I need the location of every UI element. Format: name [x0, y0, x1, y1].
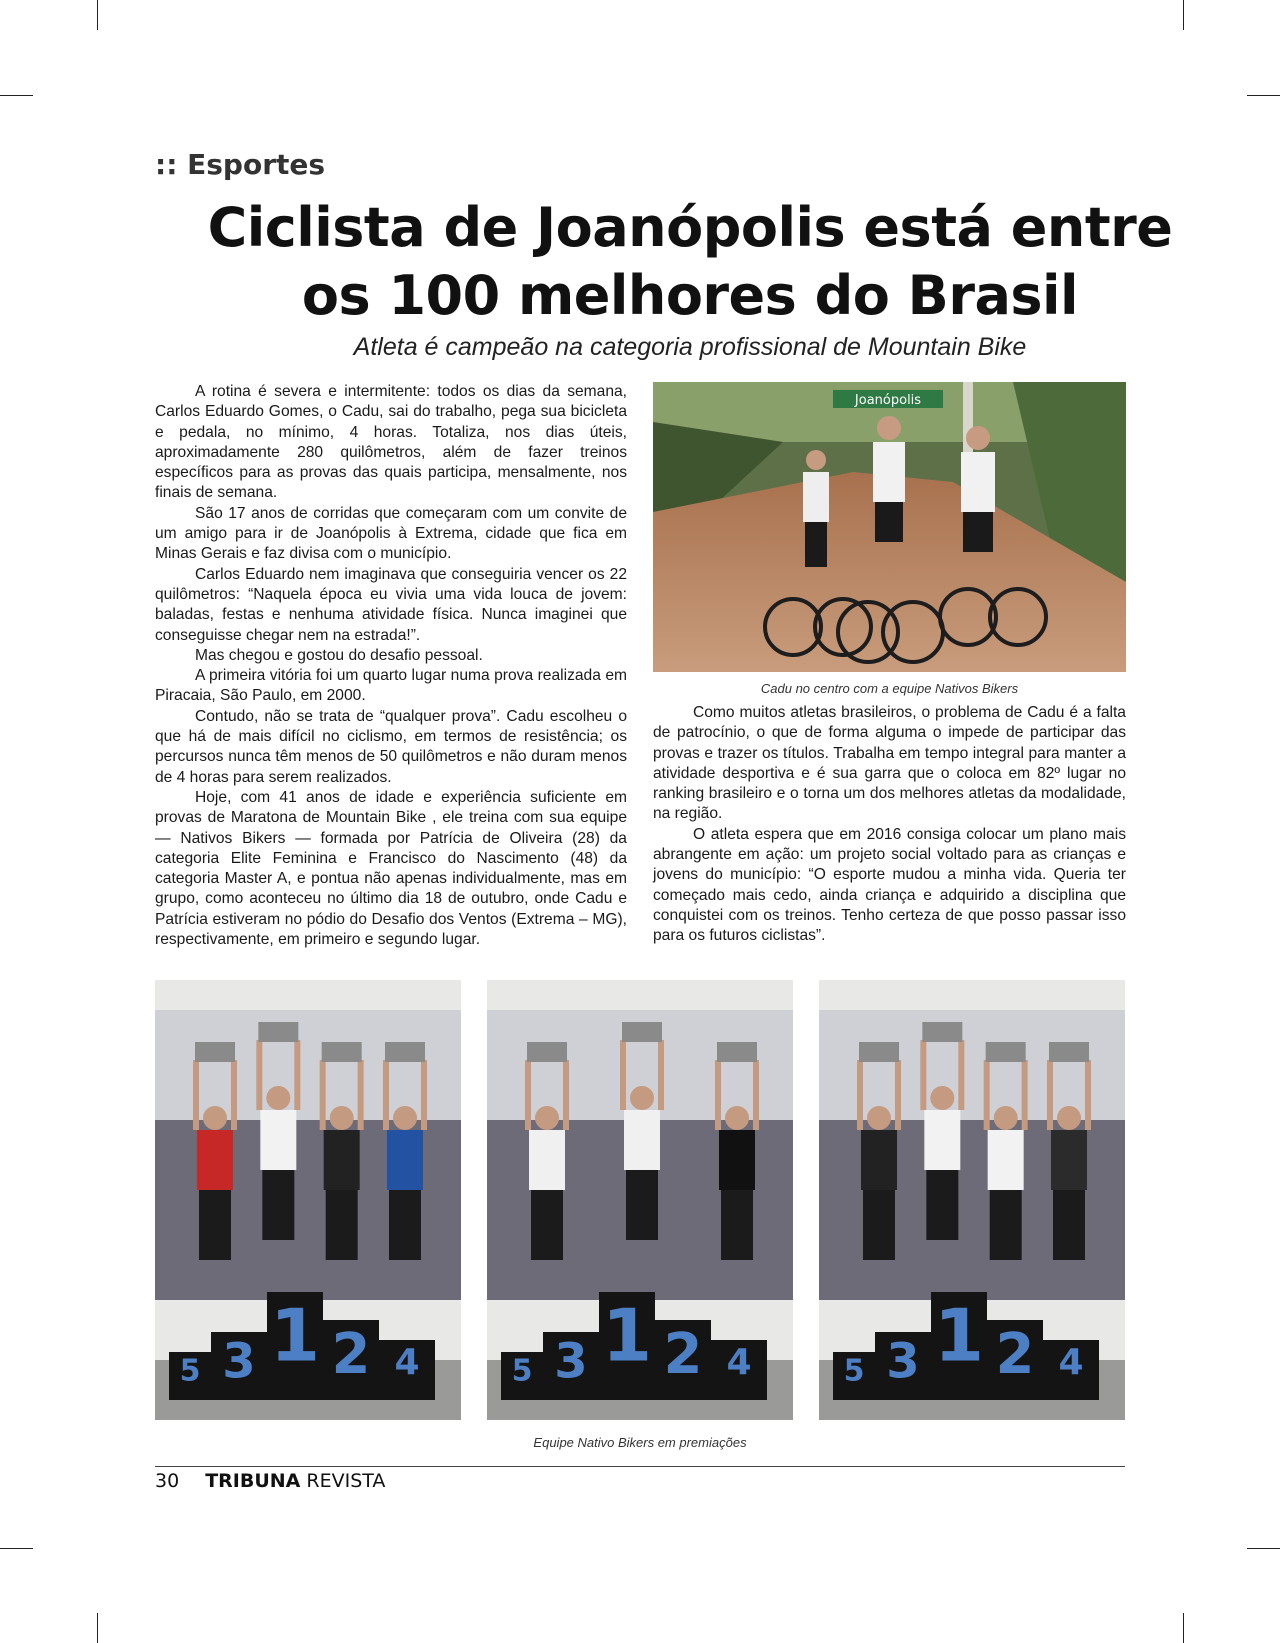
page-number: 30	[155, 1470, 180, 1492]
crop-mark	[97, 0, 98, 30]
crop-mark	[1183, 1613, 1184, 1643]
crop-mark	[0, 95, 33, 96]
podium-number: 3	[222, 1333, 256, 1390]
crop-mark	[0, 1548, 33, 1549]
page-footer	[155, 1470, 385, 1492]
podium-photo	[487, 980, 793, 1420]
headline-line-1: Ciclista de Joanópolis está entre	[207, 196, 1173, 259]
podium-number: 4	[726, 1342, 752, 1384]
podium-number: 2	[995, 1322, 1035, 1388]
podium-photo	[155, 980, 461, 1420]
magazine-name: TRIBUNA	[205, 1470, 301, 1492]
headline-line-2: os 100 melhores do Brasil	[301, 264, 1079, 327]
podium-number: 3	[554, 1333, 588, 1390]
paragraph: O atleta espera que em 2016 consiga colocar um plano mais abrangente em ação: um projeto social voltado para as crianças e jovens do município: “O esporte mudou a minha vida. Queria ter começado mais cedo, ainda criança e adquirido a disciplina que conquistei com os treinos. Tenho certeza de que posso passar isso para os futuros ciclistas”.	[653, 825, 1126, 945]
podium-number: 1	[269, 1293, 321, 1378]
crop-mark	[1183, 0, 1184, 30]
sign-text: Joanópolis	[854, 393, 922, 408]
subtitle: Atleta é campeão na categoria profissional de Mountain Bike	[353, 333, 1027, 361]
paragraph: São 17 anos de corridas que começaram com um convite de um amigo para ir de Joanópolis à Extrema, cidade que fica em Minas Gerais e faz divisa com o município.	[155, 504, 627, 563]
magazine-name-suffix: REVISTA	[300, 1470, 386, 1492]
podium-number: 2	[331, 1322, 371, 1388]
podium-caption: Equipe Nativo Bikers em premiações	[533, 1435, 747, 1450]
podium-number: 5	[511, 1353, 533, 1389]
paragraph: Contudo, não se trata de “qualquer prova”. Cadu escolheu o que há de mais difícil no ciclismo, em termos de resistência; os percursos nunca têm menos de 50 quilômetros e não duram menos de 4 horas para serem realizados.	[155, 707, 627, 786]
paragraph: Hoje, com 41 anos de idade e experiência suficiente em provas de Maratona de Mountain Bike , ele treina com sua equipe — Nativos Bikers — formada por Patrícia de Oliveira (28) da categoria Elite Feminina e Francisco do Nascimento (48) da categoria Master A, e pontua não apenas individualmente, mas em grupo, como aconteceu no último dia 18 de outubro, onde Cadu e Patrícia estiveram no pódio do Desafio dos Ventos (Extrema – MG), respectivamente, em primeiro e segundo lugar.	[155, 788, 627, 949]
podium-number: 5	[179, 1353, 201, 1389]
podium-number: 2	[663, 1322, 703, 1388]
podium-number: 1	[933, 1293, 985, 1378]
paragraph: Mas chegou e gostou do desafio pessoal.	[195, 646, 483, 664]
article-right-column	[653, 703, 1126, 947]
paragraph: Carlos Eduardo nem imaginava que conseguiria vencer os 22 quilômetros: “Naquela época eu vivia uma vida louca de jovem: baladas, festas e nenhuma atividade física. Nunca imaginei que conseguisse chegar nem na estrada!”.	[155, 565, 627, 644]
footer-rule	[155, 1466, 1125, 1467]
podium-number: 3	[886, 1333, 920, 1390]
section-label: :: Esportes	[155, 148, 326, 181]
photo-caption: Cadu no centro com a equipe Nativos Bikers	[760, 681, 1019, 696]
team-photo	[653, 382, 1126, 672]
paragraph: Como muitos atletas brasileiros, o problema de Cadu é a falta de patrocínio, o que de forma alguma o impede de participar das provas e trazer os títulos. Trabalha em tempo integral para manter a atividade desportiva e é sua garra que o coloca em 82º lugar no ranking brasileiro e o torna um dos melhores atletas da modalidade, na região.	[653, 704, 1126, 823]
paragraph: A primeira vitória foi um quarto lugar numa prova realizada em Piracaia, São Paulo, em 2000.	[155, 667, 627, 705]
podium-number: 5	[843, 1353, 865, 1389]
paragraph: A rotina é severa e intermitente: todos os dias da semana, Carlos Eduardo Gomes, o Cadu, sai do trabalho, pega sua bicicleta e pedala, no mínimo, 4 horas. Totaliza, nos dias úteis, aproximadamente 280 quilômetros, além de fazer treinos específicos para as provas das quais participa, mensalmente, nos finais de semana.	[155, 383, 627, 502]
crop-mark	[1247, 95, 1280, 96]
podium-number: 1	[601, 1293, 653, 1378]
podium-photo	[819, 980, 1125, 1420]
crop-mark	[97, 1613, 98, 1643]
crop-mark	[1247, 1548, 1280, 1549]
podium-number: 4	[1058, 1342, 1084, 1384]
article-left-column	[155, 382, 627, 950]
podium-number: 4	[394, 1342, 420, 1384]
